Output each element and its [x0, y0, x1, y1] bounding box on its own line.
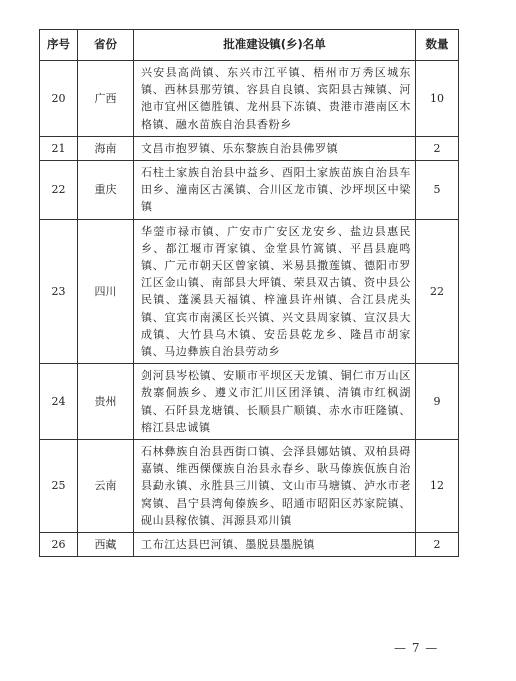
row-serial-number: 25: [40, 440, 78, 533]
approved-towns-table: [39, 29, 459, 557]
row-towns: 工布江达县巴河镇、墨脱县墨脱镇: [134, 533, 416, 557]
row-towns: 华蓥市禄市镇、广安市广安区龙安乡、盐边县惠民乡、都江堰市胥家镇、金堂县竹篙镇、平昌县鹿鸣镇、广元市朝天区曾家镇、米易县撒莲镇、德阳市罗江区金山镇、南部县大坪镇、荣县双古镇、资中县公民镇、蓬溪县天福镇、梓潼县许州镇、合江县虎头镇、宜宾市南溪区长兴镇、兴文县周家镇、宣汉县大成镇、大竹县乌木镇、安岳县乾龙乡、隆昌市胡家镇、马边彝族自治县劳动乡: [134, 219, 416, 364]
row-towns: 剑河县岑松镇、安顺市平坝区天龙镇、铜仁市万山区敖寨侗族乡、遵义市汇川区团泽镇、清镇市红枫湖镇、石阡县龙塘镇、长顺县广顺镇、赤水市旺隆镇、榕江县忠诚镇: [134, 364, 416, 440]
table-row: [40, 364, 459, 440]
header-count: 数量: [416, 30, 459, 61]
table-row: [40, 533, 459, 557]
table-row: [40, 440, 459, 533]
row-province: 广西: [78, 61, 134, 137]
header-province: 省份: [78, 30, 134, 61]
row-serial-number: 21: [40, 136, 78, 160]
row-count: 2: [416, 136, 459, 160]
header-approved-towns: 批准建设镇(乡)名单: [134, 30, 416, 61]
row-serial-number: 20: [40, 61, 78, 137]
row-count: 2: [416, 533, 459, 557]
row-serial-number: 26: [40, 533, 78, 557]
row-towns: 文昌市抱罗镇、乐东黎族自治县佛罗镇: [134, 136, 416, 160]
row-province: 云南: [78, 440, 134, 533]
row-count: 9: [416, 364, 459, 440]
row-serial-number: 22: [40, 161, 78, 220]
row-towns: 兴安县高尚镇、东兴市江平镇、梧州市万秀区城东镇、西林县那劳镇、容县自良镇、宾阳县古辣镇、河池市宜州区德胜镇、龙州县下冻镇、贵港市港南区木格镇、融水苗族自治县香粉乡: [134, 61, 416, 137]
header-serial-number: 序号: [40, 30, 78, 61]
row-province: 四川: [78, 219, 134, 364]
table-header-row: [40, 30, 459, 61]
row-count: 5: [416, 161, 459, 220]
page-number: — 7 —: [394, 641, 439, 655]
row-province: 贵州: [78, 364, 134, 440]
table-row: [40, 61, 459, 137]
row-serial-number: 24: [40, 364, 78, 440]
row-province: 西藏: [78, 533, 134, 557]
table-row: [40, 219, 459, 364]
row-count: 12: [416, 440, 459, 533]
row-province: 重庆: [78, 161, 134, 220]
row-towns: 石林彝族自治县西街口镇、会泽县娜姑镇、双柏县碍嘉镇、维西傈僳族自治县永春乡、耿马傣族佤族自治县勐永镇、永胜县三川镇、文山市马塘镇、泸水市老窝镇、昌宁县湾甸傣族乡、昭通市昭阳区苏家院镇、砚山县稼依镇、洱源县邓川镇: [134, 440, 416, 533]
row-province: 海南: [78, 136, 134, 160]
row-serial-number: 23: [40, 219, 78, 364]
row-count: 10: [416, 61, 459, 137]
table-row: [40, 136, 459, 160]
table-row: [40, 161, 459, 220]
row-towns: 石柱土家族自治县中益乡、酉阳土家族苗族自治县车田乡、潼南区古溪镇、合川区龙市镇、沙坪坝区中梁镇: [134, 161, 416, 220]
row-count: 22: [416, 219, 459, 364]
